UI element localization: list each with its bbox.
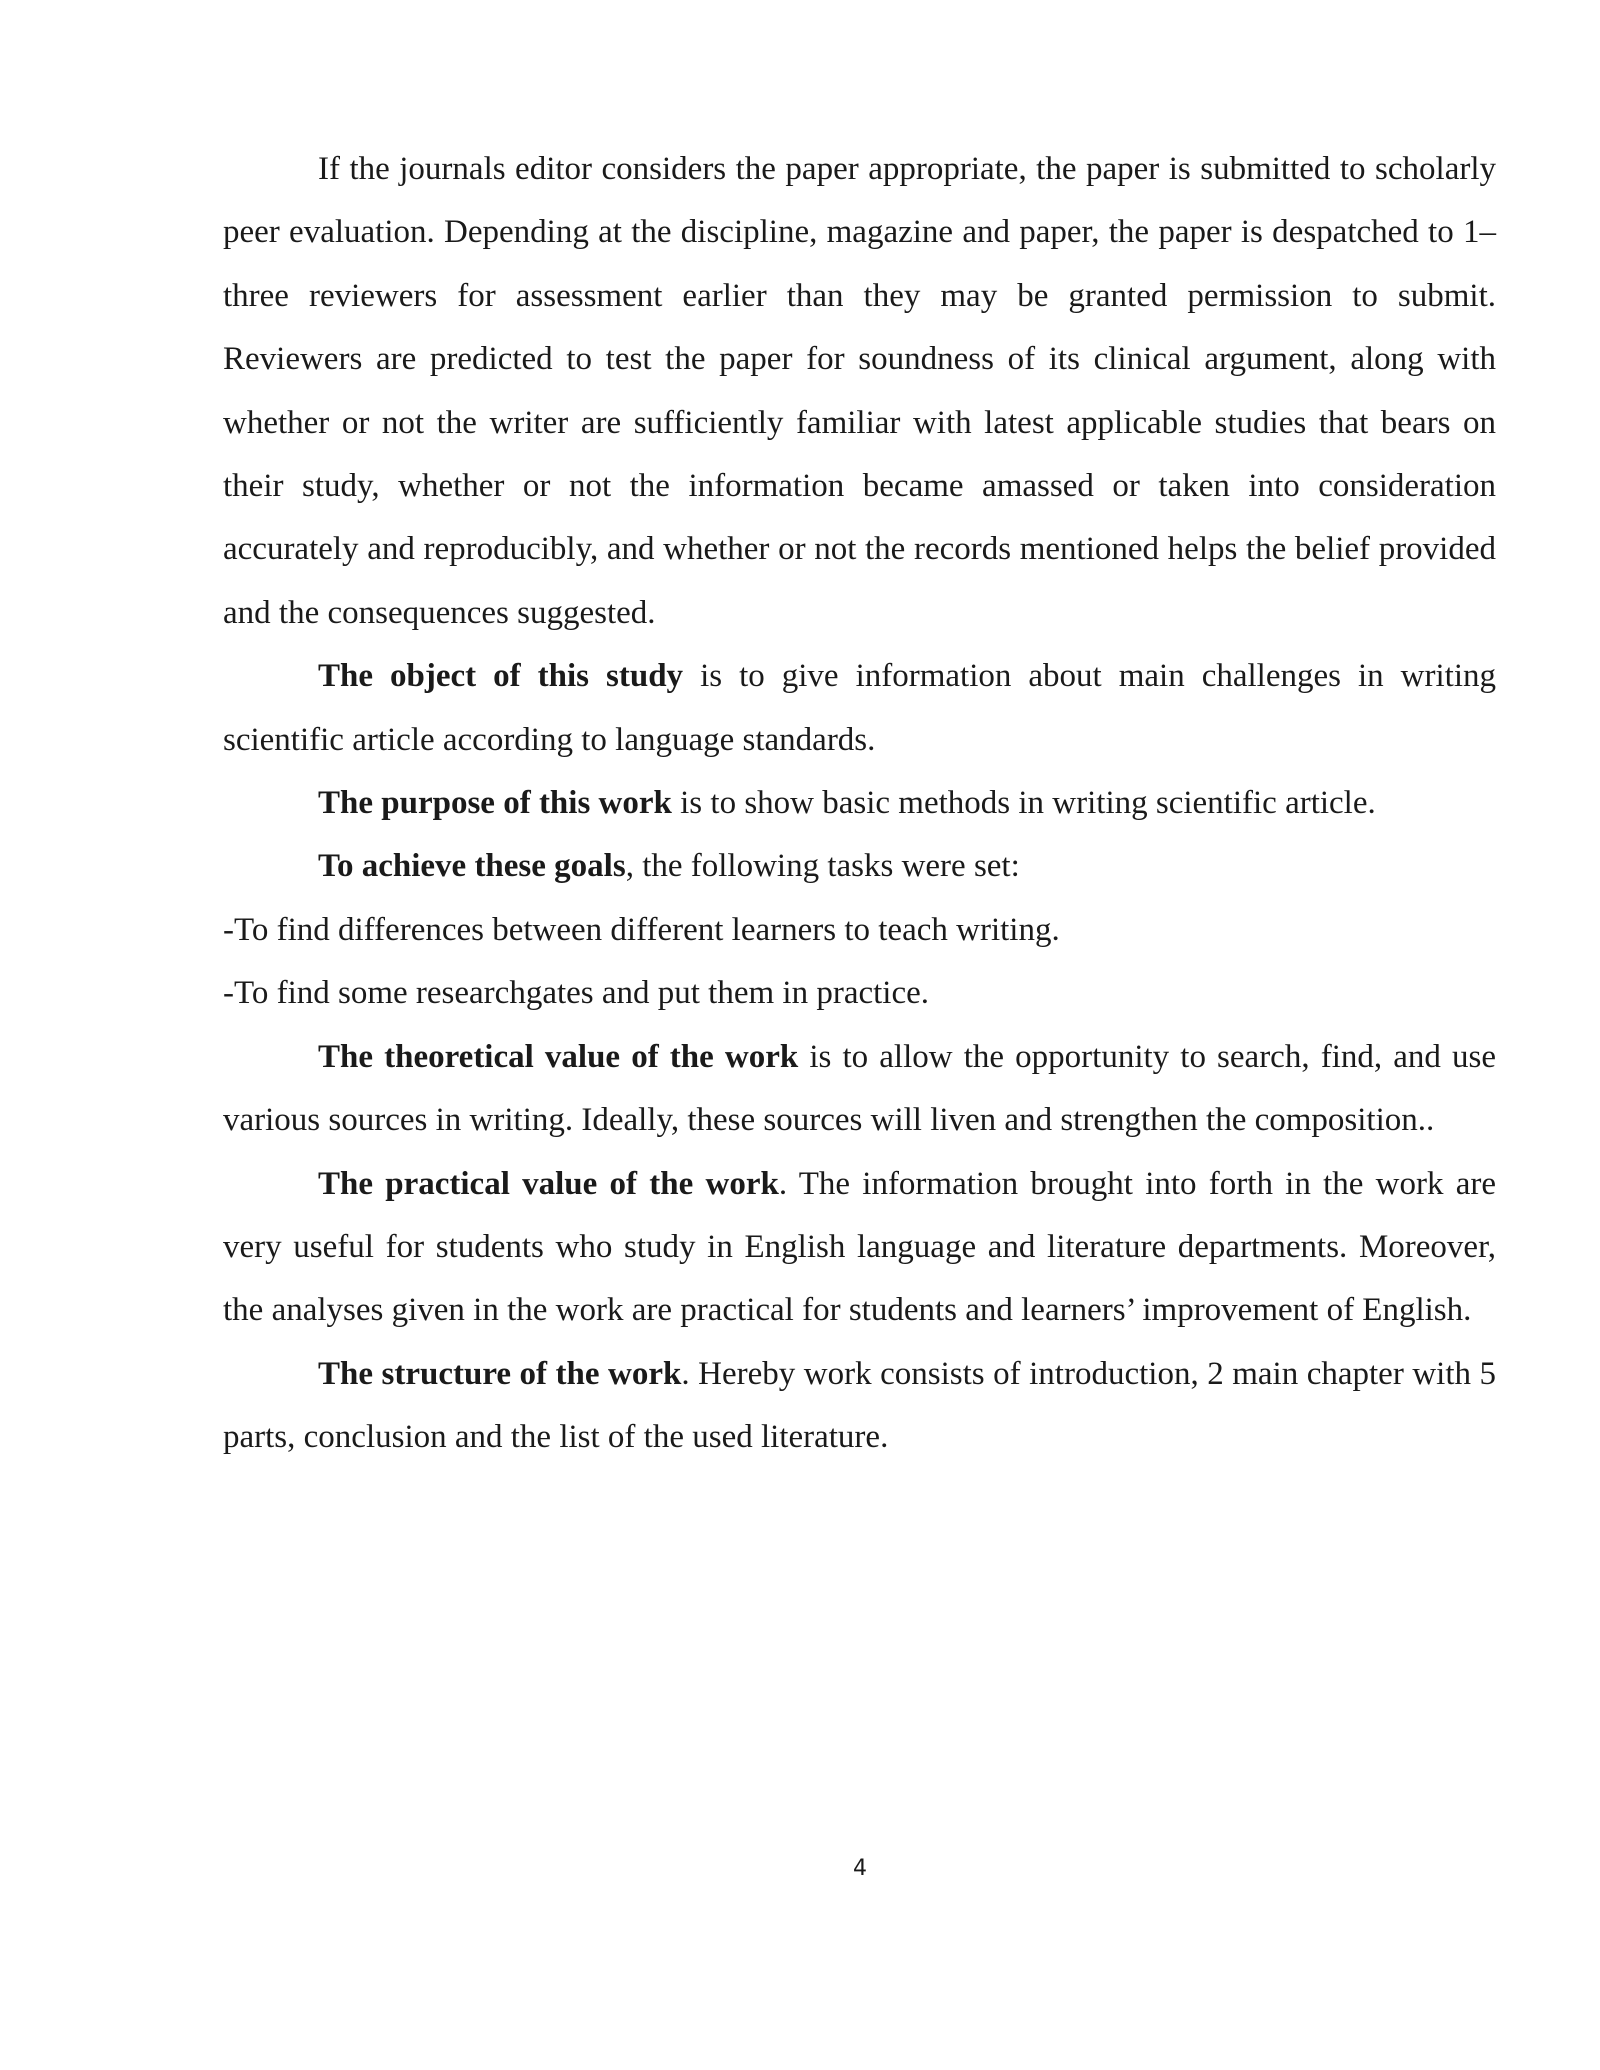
practical-text: . The information brought into forth in the work are very useful for students who study in English language and literature departments. Moreover, the analyses given in the work are practical for students and learners’ improvement of English. [223,1165,1496,1329]
paragraph-peer-review: If the journals editor considers the paper appropriate, the paper is submitted to scholarly peer evaluation. Depending at the discipline, magazine and paper, the paper is despatched to 1–three reviewers for assessment earlier than they may be granted permission to submit. Reviewers are predicted to test the paper for soundness of its clinical argument, along with whether or not the writer are sufficiently familiar with latest applicable studies that bears on their study, whether or not the information became amassed or taken into consideration accurately and reproducibly, and whether or not the records mentioned helps the belief provided and the consequences suggested. [223,151,1496,631]
theoretical-text: is to allow the opportunity to search, find, and use various sources in writing. Ideally, these sources will liven and strengthen the composition.. [223,1038,1496,1139]
goals-heading: To achieve these goals [318,848,626,885]
task-item: -To find differences between different learners to teach writing. [223,911,1060,948]
paragraph-practical-value [223,1153,1496,1343]
purpose-heading: The purpose of this work [318,785,672,822]
paragraph-purpose [223,772,1496,835]
structure-text: . Hereby work consists of introduction, 2 main chapter with 5 parts, conclusion and the list of the used literature. [223,1355,1496,1456]
object-heading: The object of this study [318,658,684,695]
theoretical-heading: The theoretical value of the work [318,1038,799,1075]
paragraph-structure [223,1343,1496,1470]
goals-text: , the following tasks were set: [625,848,1020,885]
page-body [223,138,1496,1470]
paragraph-goals [223,835,1496,898]
paragraph-theoretical-value [223,1026,1496,1153]
page-number: 4 [853,1856,867,1881]
purpose-text: is to show basic methods in writing scientific article. [671,785,1376,822]
practical-heading: The practical value of the work [318,1165,779,1202]
paragraph-object [223,645,1496,772]
object-text: is to give information about main challenges in writing scientific article according to language standards. [223,658,1496,758]
structure-heading: The structure of the work [318,1355,682,1392]
task-item: -To find some researchgates and put them in practice. [223,975,930,1012]
